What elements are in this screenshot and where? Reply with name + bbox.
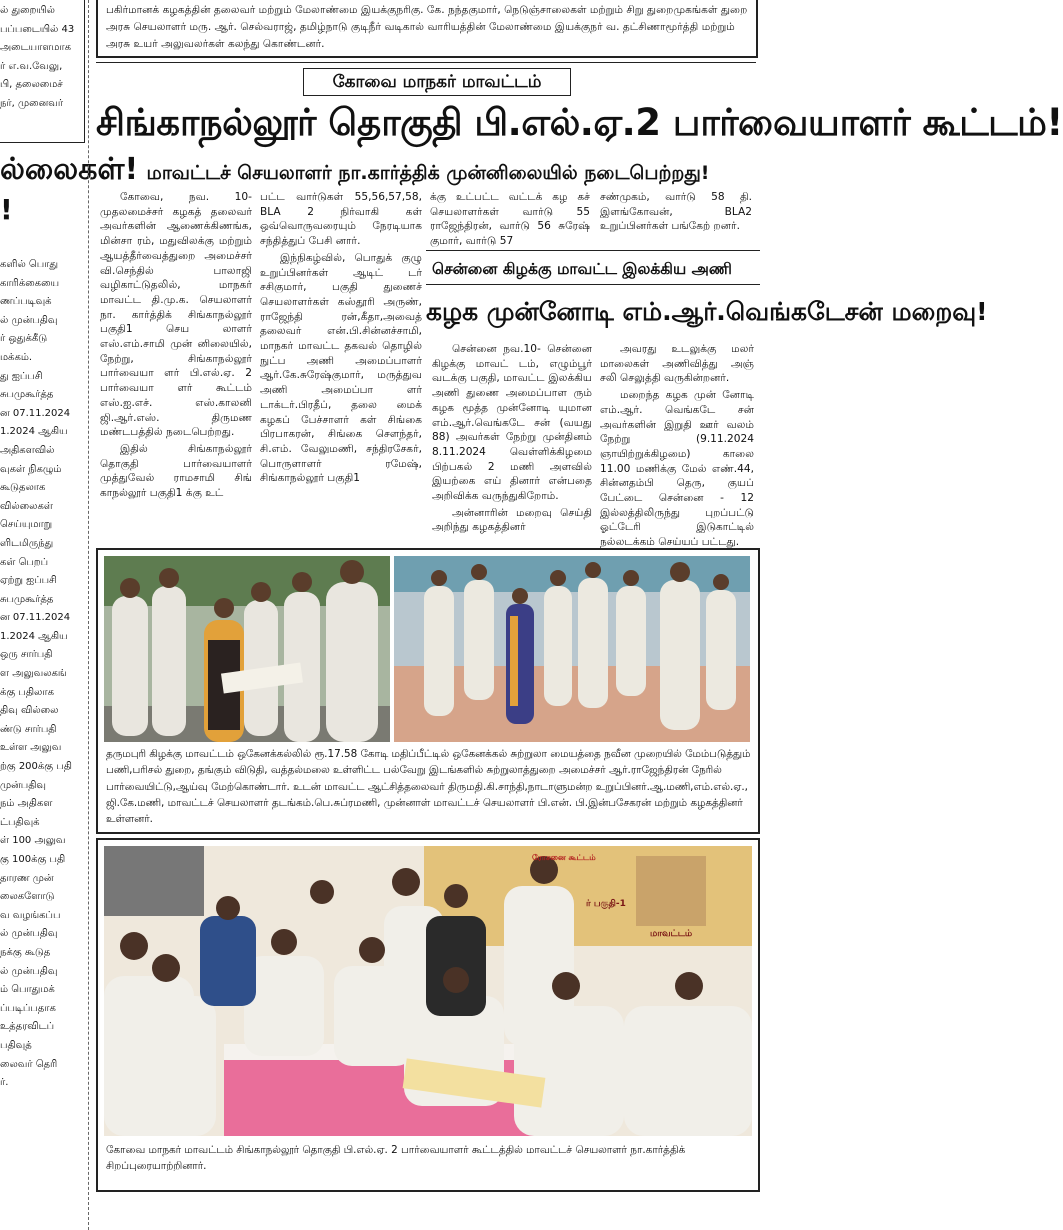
left-column-line: சுபமுகூர்த்த [0, 389, 54, 401]
photo-box-1 [96, 548, 760, 834]
left-column-line: கு 100க்கு பதி [0, 854, 66, 865]
story-headline: சிங்காநல்லூர் தொகுதி பி.எல்.ஏ.2 பார்வையாளர் கூட்டம்! [96, 101, 1063, 144]
top-news-text: பகிர்மானக் கழகத்தின் தலைவர் மற்றும் மேலாண்மை இயக்குநரிகு. கே. நந்தகுமார், நெடுஞ்சாலைகள் மற்றும் சிறு துறைமுகங்கள் துறை அரசு செயலாளர் மரு. ஆர். செல்வராஜ், தமிழ்நாடு குடிநீர் வடிகால் வாரியத்தின் மேலாண்மை இயக்குநர் வ. தட்சிணாமூர்த்தி மற்றும் அரசு உயர் அலுவலர்கள் கலந்து கொண்டனர். [106, 4, 748, 50]
left-column-line: ணப்படிவுக் [0, 296, 52, 308]
photo-2-caption: கோவை மாநகர் மாவட்டம் சிங்காநல்லூர் தொகுதி பி.எல்.ஏ. 2 பார்வையாளர் கூட்டத்தில் மாவட்டச் செயலாளர் நா.கார்த்திக் சிறப்புரையாற்றினார். [106, 1144, 686, 1173]
left-column-line: ப்படிப்பதாக [0, 1002, 56, 1014]
left-column-line: ண்டு சார்பதி [0, 723, 57, 735]
left-column-line: சுபமுகூர்த்த [0, 593, 54, 605]
banner-line-3: மாவட்டம் [650, 929, 693, 939]
left-column-line: பப்படையில் 43 [0, 23, 75, 35]
left-column-line: செய்யுமாறு [0, 519, 53, 531]
left-column-line: ஏற்று ஐப்பசி [0, 575, 57, 587]
left-column-line: மக்கம். [0, 351, 33, 363]
left-column-line: ன 07.11.2024 [0, 612, 71, 624]
obituary-col1-para1: சென்னை நவ.10- சென்னை கிழக்கு மாவட் டம், எழும்பூர் வடக்கு பகுதி, மாவட்ட இலக்கிய அணி துணை அமைப்பாள ரும் கழக மூத்த முன்னோடி யுமான எம்.ஆர்.வெங்கடே சன் (வயது 88) அவர்கள் நேற்று முன்தினம் 8.11.2024 வெள்ளிக்கிழமை பிற்பகல் 2 மணி அளவில் இயற்கை எய் தினார் என்பதை அறிவிக்க வருந்துகிறோம். [432, 343, 592, 503]
left-column-line: அடையாளமாக [0, 42, 72, 54]
left-column-line: ர் எ.வ.வேலு, [0, 60, 63, 72]
left-column-line: ர் ஒதுக்கீடு [0, 333, 48, 345]
story-column-1 [100, 190, 252, 501]
left-lines-body [0, 256, 72, 1093]
left-column-line: ர். [0, 1077, 9, 1089]
story-kicker: கோவை மாநகர் மாவட்டம் [303, 68, 571, 96]
left-column-line: நர், முனைவர் [0, 97, 64, 109]
left-column [0, 0, 139, 1230]
story-column-4 [600, 190, 752, 234]
banner-line-1: ரோசனை கூட்டம் [532, 853, 596, 862]
left-column-line: ட்பதிவுக் [0, 816, 40, 828]
story-col2-para1: பட்ட வார்டுகள் 55,56,57,58, BLA 2 நிர்வாகி கள் ஒவ்வொருவரையும் நேரடியாக சந்தித்துப் பேசி னார். [260, 191, 422, 248]
story-col1-para2: இதில் சிங்காநல்லூர் தொகுதி பார்வையாளர் முத்துவேல் ராமசாமி சிங் காநல்லூர் பகுதி1 க்கு உட் [100, 442, 252, 500]
obituary-col1-para2: அன்னாரின் மறைவு செய்தி அறிந்து கழகத்தினர் [432, 506, 592, 534]
left-column-line: து ஐப்பசி [0, 370, 43, 382]
story-column-2 [260, 190, 422, 486]
rule [426, 250, 760, 251]
left-column-line: ஒரு சார்பதி [0, 649, 53, 661]
left-column-line: பி, தலைமைச் [0, 79, 63, 91]
left-column-line: 1.2024 ஆகிய [0, 426, 68, 438]
obituary-col2-para1: அவரது உடலுக்கு மலர் மாலைகள் அணிவித்து அஞ் சலி செலுத்தி வருகின்றனர். [600, 343, 754, 385]
left-column-line: ள் 100 அலுவ [0, 835, 66, 847]
left-column-line: க்கு பதிலாக [0, 686, 54, 698]
rule [96, 62, 756, 63]
banner-line-2: ர் பகுதி-1 [586, 899, 626, 909]
left-column-line: ற்கு 200க்கு பதி [0, 761, 72, 773]
left-column-line: ல் முன்பதிவு [0, 314, 58, 326]
left-column-line: ள அலுவலகங் [0, 668, 67, 680]
top-news-box [96, 0, 758, 58]
left-column-line: வ வழங்கப்ப [0, 909, 61, 921]
story-col2-para2: இந்நிகழ்வில், பொதுக் குழு உறுப்பினர்கள் ஆடிட் டர் சசிகுமார், பகுதி துணைச் செயலாளர்கள் கஸ்தூரி அருண், ராஜேந்தி ரன்,கீதா,அவைத் தலைவர் என்.பி.சின்னச்சாமி, மாநகர் மாவட்ட தகவல் தொழில் நுட்ப அணி அமைப்பாளர் ஆர்.கே.சுரேஷ்குமார், மருத்துவ அணி அமைப்பா ளர் டாக்டர்.பிரதீப், தலை மைக் கழகப் பேச்சாளர் கள் சிங்கை பிரபாகரன், சிங்கை சௌந்தர், சி.எம். வேலுமணி, சந்திரசேகர், பொருளாளர் ரமேஷ், சிங்காநல்லூர் பகுதி1 [260, 251, 422, 485]
photo-1-caption: தருமபுரி கிழக்கு மாவட்டம் ஒகேனக்கல்லில் ரூ.17.58 கோடி மதிப்பீட்டில் ஒகேனக்கல் சுற்றுலா மையத்தை நவீன முறையில் மேம்படுத்தும் பணி,பரிசல் துறை, தங்கும் விடுதி, வத்தல்மலை உள்ளிட்ட பல்வேறு இடங்களில் சுற்றுலாத்துறை அமைச்சர் ஆர்.ராஜேந்திரன் நேரில் பார்வையிட்டு,ஆய்வு மேற்கொண்டார். உடன் மாவட்ட ஆட்சித்தலைவர் திருமதி.கி.சாந்தி,நாடாளுமன்ற உறுப்பினர்.ஆ.மணி,எம்.எல்.ஏ., ஜி.கே.மணி, மாவட்டச் செயலாளர் தடங்கம்.பெ.சுப்ரமணி, முன்னாள் மாவட்டச் செயலாளர் பி.என். பி.இன்பசேகரன் மற்றும் கழகத்தினர் உள்ளனர். [106, 748, 751, 826]
story-col4: சண்முகம், வார்டு 58 தி. இளங்கோவன், BLA2 உறுப்பினர்கள் பங்கேற் றனர். [600, 191, 752, 233]
photo-2 [104, 846, 752, 1136]
left-column-line: உத்தரவிடப் [0, 1021, 55, 1033]
story-subheadline: மாவட்டச் செயலாளர் நா.கார்த்திக் முன்னிலையில் நடைபெற்றது! [146, 162, 710, 184]
left-lines-top [0, 2, 74, 114]
left-column-line: அதிகளவில் [0, 444, 55, 456]
story-col3: க்கு உட்பட்ட வட்டக் கழ கச் செயலாளர்கள் வார்டு 55 ராஜேந்திரன், வார்டு 56 சுரேஷ் குமார், வார்டு 57 [430, 191, 590, 248]
obituary-headline: கழக முன்னோடி எம்.ஆர்.வெங்கடேசன் மறைவு! [426, 297, 988, 326]
obituary-tag: சென்னை கிழக்கு மாவட்ட இலக்கிய அணி [432, 260, 732, 278]
left-column-line: நக்கு கூடுத [0, 946, 51, 958]
left-column-line: கள் பெறப் [0, 556, 49, 568]
left-column-line: ன 07.11.2024 [0, 407, 71, 419]
left-column-line: ளிடமிருந்து [0, 537, 54, 549]
obituary-column-1 [432, 342, 592, 535]
obituary-col2-para2: மறைந்த கழக முன் னோடி எம்.ஆர். வெங்கடே சன் அவர்களின் இறுதி ஊர் வலம் நேற்று (9.11.2024 ஞாயிற்றுக்கிழமை) காலை 11.00 மணிக்கு மேல் எண்.44, சின்னதம்பி தெரு, குயப் பேட்டை சென்னை - 12 இல்லத்திலிருந்து புறப்பட்டு ஓட்டேரி இடுகாட்டில் நல்லடக்கம் செய்யப் பட்டது. [600, 389, 754, 549]
left-column-line: காரிக்கையை [0, 277, 60, 289]
left-column-line: முன்பதிவு [0, 779, 47, 791]
left-column-line: திவு வில்லை [0, 705, 59, 717]
left-bang: ! [0, 193, 13, 226]
photo-box-2 [96, 838, 760, 1192]
left-column-line: ல் துறையில் [0, 5, 55, 16]
left-column-line: ல் முன்பதிவு [0, 928, 58, 940]
left-column-line: ல் முன்பதிவு [0, 965, 58, 977]
column-divider [88, 0, 89, 1230]
left-column-line: தாரண முன் [0, 872, 54, 884]
left-column-line: நம் அதிகள [0, 798, 53, 810]
photo-1a [104, 556, 390, 742]
left-column-line: பதிவுத் [0, 1039, 32, 1051]
rule [426, 284, 760, 285]
left-column-line: கூடுதலாக [0, 482, 46, 494]
left-column-line: வில்லைகள் [0, 500, 53, 512]
story-column-3 [430, 190, 590, 249]
obituary-column-2 [600, 342, 754, 550]
left-column-line: லைகளோடு [0, 891, 55, 903]
story-col1-para1: கோவை, நவ. 10- முதலமைச்சர் கழகத் தலைவர் அவர்களின் ஆணைக்கிணங்க, மின்சா ரம், மதுவிலக்கு மற்றும் ஆயத்தீர்வைத்துறை அமைச்சர் வி.செந்தில் பாலாஜி வழிகாட்டுதலில், மாநகர் மாவட்ட தி.மு.க. செயலாளர் நா. கார்த்திக் சிங்காநல்லூர் பகுதி1 செய லாளர் எஸ்.எம்.சாமி முன் னிலையில், நேற்று, சிங்காநல்லூர் பார்வையா ளர் பி.எல்.ஏ. 2 பார்வையா ளர் கூட்டம் எஸ்.ஐ.எச். எஸ்.காலனி ஜி.ஆர்.எஸ். திருமண மண்டபத்தில் நடைபெற்றது. [100, 191, 252, 439]
left-column-line: வுகள் நிகழும் [0, 463, 62, 475]
left-column-line: உள்ள அலுவ [0, 742, 62, 754]
photo-1b [394, 556, 750, 742]
left-headline: ல்லைகள்! [0, 152, 139, 187]
left-column-line: ம் பொதுமக் [0, 984, 55, 996]
left-column-line: 1.2024 ஆகிய [0, 630, 68, 642]
left-column-line: களில் பொது [0, 259, 59, 270]
left-column-line: லைவர் தெரி [0, 1058, 58, 1070]
